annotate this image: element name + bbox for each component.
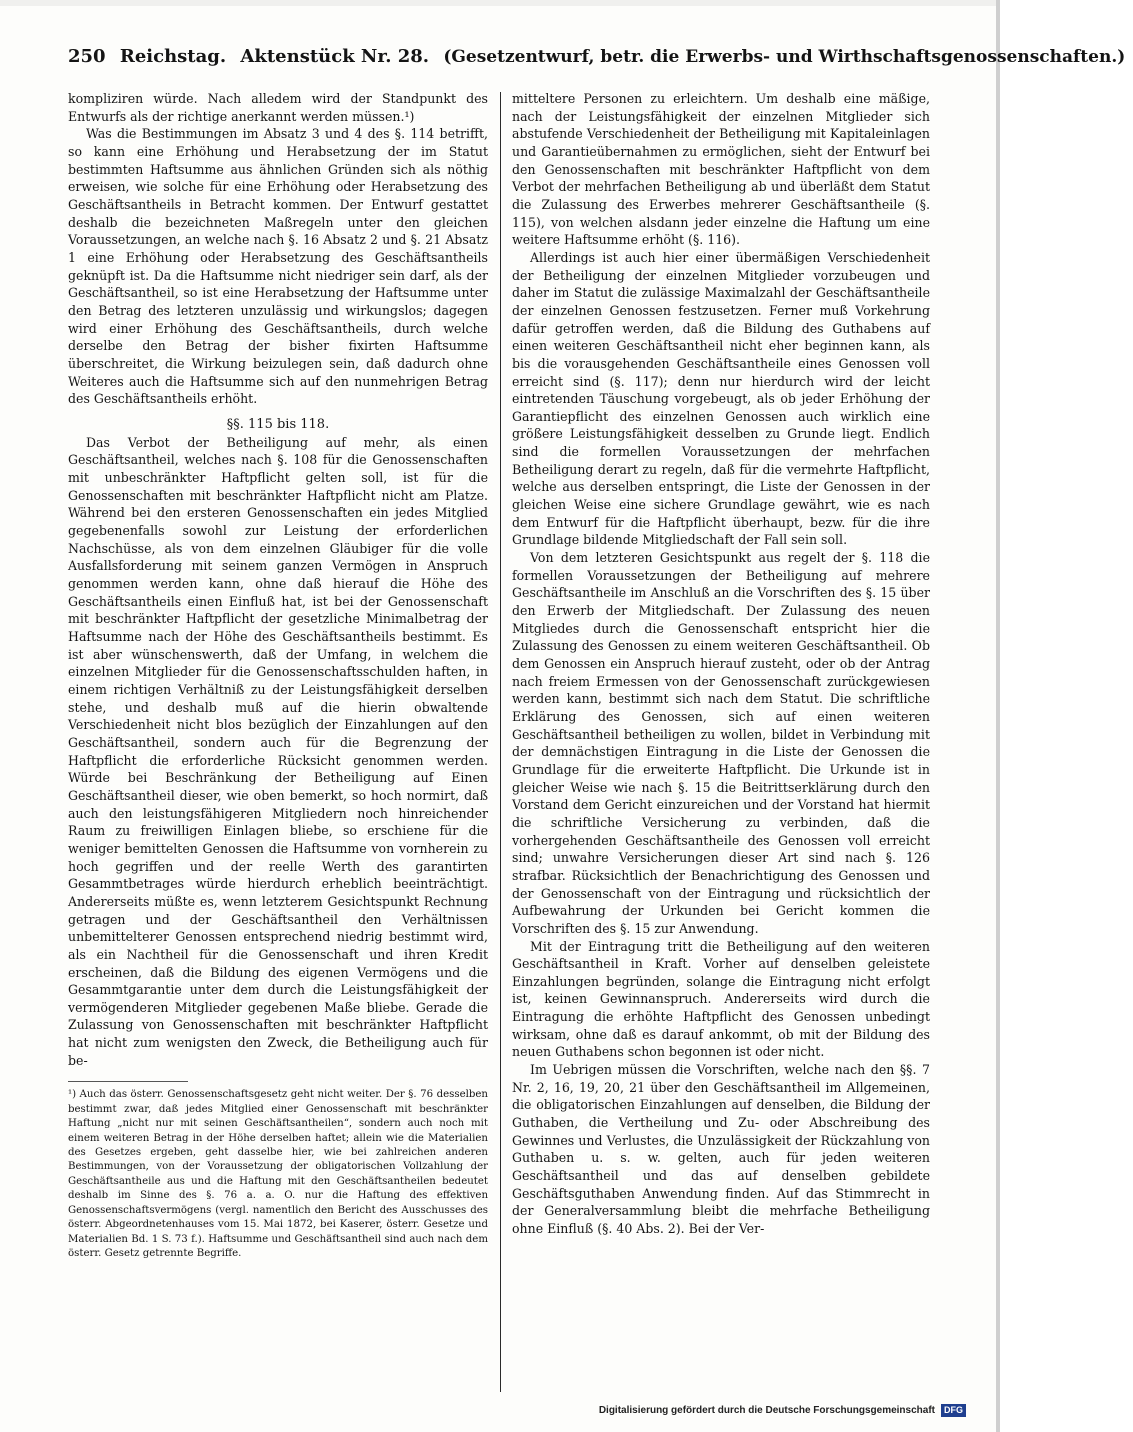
dfg-logo-icon: DFG xyxy=(941,1404,966,1417)
right-paragraph-1: mitteltere Personen zu erleichtern. Um deshalb eine mäßige, nach der Leistungsfähigkeit der einzelnen Mitglieder sich abstufende Verschiedenheit der Betheiligung mit Kapitaleinlagen und Garantieübernahmen zu ermöglichen, sieht der Entwurf bei den Genossenschaften mit beschränkter Haftpflicht von dem Verbot der mehrfachen Betheiligung ab und überläßt dem Statut die Zulassung des Erwerbes mehrerer Geschäftsantheile (§. 115), von welchen alsdann jeder einzelne die Haftung um eine weitere Haftsumme erhöht (§. 116). xyxy=(512,91,930,248)
digitization-credit xyxy=(599,1402,966,1418)
right-paragraph-3: Von dem letzteren Gesichtspunkt aus regelt der §. 118 die formellen Voraussetzungen der Betheiligung auf mehrere Geschäftsantheile im Anschluß an die Vorschriften des §. 15 über den Erwerb der Mitgliedschaft. Der Zulassung des neuen Mitgliedes durch die Genossenschaft entspricht hier die Zulassung des Genossen zu einem weiteren Geschäftsantheil. Ob dem Genossen ein Anspruch hierauf zusteht, oder ob der Antrag nach freiem Ermessen von der Genossenschaft zurückgewiesen werden kann, bestimmt sich nach dem Statut. Die schriftliche Erklärung des Genossen, sich auf einen weiteren Geschäftsantheil betheiligen zu wollen, bildet in Verbindung mit der demnächstigen Eintragung in die Liste der Genossen die Grundlage für die erweiterte Haftpflicht. Die Urkunde ist in gleicher Weise wie nach §. 15 die Beitrittserklärung durch den Vorstand dem Gericht einzureichen und der Vorstand hat hiermit die schriftliche Versicherung zu verbinden, daß die vorhergehenden Geschäftsantheile des Genossen voll erreicht sind; unwahre Versicherungen dieser Art sind nach §. 126 strafbar. Rücksichtlich der Benachrichtigung des Genossen und der Genossenschaft von der Eintragung und rücksichtlich der Aufbewahrung der Urkunden bei Gericht kommen die Vorschriften des §. 15 zur Anwendung. xyxy=(512,550,930,936)
running-head xyxy=(68,40,1126,74)
left-column xyxy=(68,90,488,1261)
page-number: 250 xyxy=(68,46,106,67)
credit-text: Digitalisierung gefördert durch die Deutsche Forschungsgemeinschaft xyxy=(598,1404,935,1416)
left-paragraph-3: Das Verbot der Betheiligung auf mehr, als einen Geschäftsantheil, welches nach §. 108 für die Genossenschaften mit unbeschränkter Haftpflicht gelten soll, ist für die Genossenschaften mit beschränkter Haftpflicht nicht am Platze. Während bei den ersteren Genossenschaften ein jedes Mitglied gegebenenfalls sowohl zur Leistung der erforderlichen Nachschüsse, als von dem einzelnen Gläubiger für die volle Ausfallsforderung mit seinem ganzen Vermögen in Anspruch genommen werden kann, ohne daß hierauf die Höhe des Geschäftsantheils einen Einfluß hat, ist bei der Genossenschaft mit beschränkter Haftpflicht der gesetzliche Minimalbetrag der Haftsumme nach der Höhe des Geschäftsantheils bestimmt. Es ist aber wünschenswerth, daß der Umfang, in welchem die einzelnen Mitglieder für die Genossenschaftsschulden haften, in einem richtigen Verhältniß zu der Leistungsfähigkeit derselben stehe, und deshalb muß auf die hierin obwaltende Verschiedenheit nicht blos bezüglich der Einzahlungen auf den Geschäftsantheil, sondern auch für die Begrenzung der Haftpflicht die erforderliche Rücksicht genommen werden. Würde bei Beschränkung der Betheiligung auf Einen Geschäftsantheil dieser, wie oben bemerkt, so hoch normirt, daß auch den leistungsfähigeren Mitgliedern noch hinreichender Raum zu freiwilligen Einlagen bliebe, so erschiene für die weniger bemittelten Genossen die Haftsumme von vornherein zu hoch gegriffen und der reelle Werth des garantirten Gesammtbetrages würde hierdurch erheblich beeinträchtigt. Andererseits müßte es, wenn letzterem Gesichtspunkt Rechnung getragen und der Geschäftsantheil den Verhältnissen unbemittelterer Genossen entsprechend niedrig bestimmt wird, als ein Nachtheil für die Genossenschaft und ihren Kredit erscheinen, daß die Bildung des eigenen Vermögens und die Gesammtgarantie unter dem durch die Leistungsfähigkeit der vermögenderen Mitglieder gegebenen Maße bliebe. Gerade die Zulassung von Genossenschaften mit beschränkter Haftpflicht hat nicht zum wenigsten den Zweck, die Betheiligung auch für be- xyxy=(68,434,488,1068)
right-column xyxy=(512,90,930,1238)
footnote-rule xyxy=(68,1081,188,1082)
scan-edge xyxy=(996,0,1000,1432)
header-source: Reichstag. xyxy=(119,46,227,67)
footnote: ¹) Auch das österr. Genossenschaftsgesetz geht nicht weiter. Der §. 76 desselben bestimmt zwar, daß jedes Mitglied einer Genossenschaft mit beschränkter Haftung „nicht nur mit seinen Geschäftsantheilen“, sondern auch noch mit einem weiteren Betrag in der Höhe derselben haftet; allein wie die Materialien des Gesetzes ergeben, geht dasselbe hier, wie bei zahlreichen anderen Bestimmungen, von der Voraussetzung der obligatorischen Vollzahlung der Geschäftsantheile aus und die Haftung mit den Geschäftsantheilen bedeutet deshalb im Sinne des §. 76 a. a. O. nur die Haftung des effektiven Genossenschaftsvermögens (vergl. namentlich den Bericht des Ausschusses des österr. Abgeordnetenhauses vom 15. Mai 1872, bei Kaserer, österr. Gesetze und Materialien Bd. 1 S. 73 f.). Haftsumme und Geschäftsantheil sind auch nach dem österr. Gesetz getrennte Begriffe. xyxy=(68,1089,488,1259)
right-paragraph-5: Im Uebrigen müssen die Vorschriften, welche nach den §§. 7 Nr. 2, 16, 19, 20, 21 über den Geschäftsantheil im Allgemeinen, die obligatorischen Einzahlungen auf denselben, die Bildung der Guthaben, die Vertheilung und Zu- oder Abschreibung des Gewinnes und Verlustes, die Unzulässigkeit der Rückzahlung von Guthaben u. s. w. gelten, auch für jeden weiteren Geschäftsantheil und das auf denselben gebildete Geschäftsguthaben Anwendung finden. Auf das Stimmrecht in der Generalversammlung bleibt die mehrfache Betheiligung ohne Einfluß (§. 40 Abs. 2). Bei der Ver- xyxy=(512,1062,930,1236)
left-paragraph-2: Was die Bestimmungen im Absatz 3 und 4 des §. 114 betrifft, so kann eine Erhöhung und Herabsetzung der im Statut bestimmten Haftsumme aus ähnlichen Gründen sich als nöthig erweisen, wie solche für eine Erhöhung oder Herabsetzung des Geschäftsantheils in Betracht kommen. Der Entwurf gestattet deshalb die bezeichneten Maßregeln unter den gleichen Voraussetzungen, an welche nach §. 16 Absatz 2 und §. 21 Absatz 1 eine Erhöhung oder Herabsetzung des Geschäftsantheils geknüpft ist. Da die Haftsumme nicht niedriger sein darf, als der Geschäftsantheil, so ist eine Herabsetzung der Haftsumme unter den Betrag des letzteren unzulässig und wirkungslos; dagegen wird einer Erhöhung des Geschäftsantheils, durch welche derselbe den Betrag der bisher fixirten Haftsumme überschreitet, die Wirkung beizulegen sein, daß dadurch ohne Weiteres auch die Haftsumme sich auf den nunmehrigen Betrag des Geschäftsantheils erhöht. xyxy=(68,126,488,407)
header-document: Aktenstück Nr. 28. xyxy=(240,46,430,67)
section-heading: §§. 115 bis 118. xyxy=(226,416,330,432)
header-subject: (Gesetzentwurf, betr. die Erwerbs- und Wirthschaftsgenossenschaften.) xyxy=(443,47,1126,67)
right-paragraph-2: Allerdings ist auch hier einer übermäßigen Verschiedenheit der Betheiligung der einzelnen Mitglieder vorzubeugen und daher im Statut die zulässige Maximalzahl der Geschäftsantheile der einzelnen Genossen festzusetzen. Ferner muß Vorkehrung dafür getroffen werden, daß die Bildung des Guthabens auf einen weiteren Geschäftsantheil nicht eher beginnen kann, als bis die vorausgehenden Geschäftsantheile eines Genossen voll erreicht sind (§. 117); denn nur hierdurch wird der leicht eintretenden Täuschung vorgebeugt, als ob jeder Erhöhung der Garantiepflicht des einzelnen Genossen auch wirklich eine größere Leistungsfähigkeit desselben zu Grunde liegt. Endlich sind die formellen Voraussetzungen der mehrfachen Betheiligung derart zu regeln, daß für die vermehrte Haftpflicht, welche aus derselben entspringt, die Liste der Genossen in der gleichen Weise eine sichere Grundlage gewährt, wie es nach dem Entwurf für die Haftpflicht überhaupt, bezw. für die ihre Grundlage bildende Mitgliedschaft der Fall sein soll. xyxy=(512,249,930,548)
left-paragraph-1: kompliziren würde. Nach alledem wird der Standpunkt des Entwurfs als der richtige anerkannt werden müssen.¹) xyxy=(68,91,488,124)
right-paragraph-4: Mit der Eintragung tritt die Betheiligung auf den weiteren Geschäftsantheil in Kraft. Vorher auf denselben geleistete Einzahlungen begründen, solange die Eintragung nicht erfolgt ist, keinen Gewinnanspruch. Andererseits wird durch die Eintragung die erhöhte Haftpflicht des Genossen unbedingt wirksam, ohne daß es darauf ankommt, ob mit der Bildung des neuen Guthabens schon begonnen ist oder nicht. xyxy=(512,938,930,1060)
column-divider xyxy=(500,92,501,1392)
scan-top-strip xyxy=(0,0,1000,6)
